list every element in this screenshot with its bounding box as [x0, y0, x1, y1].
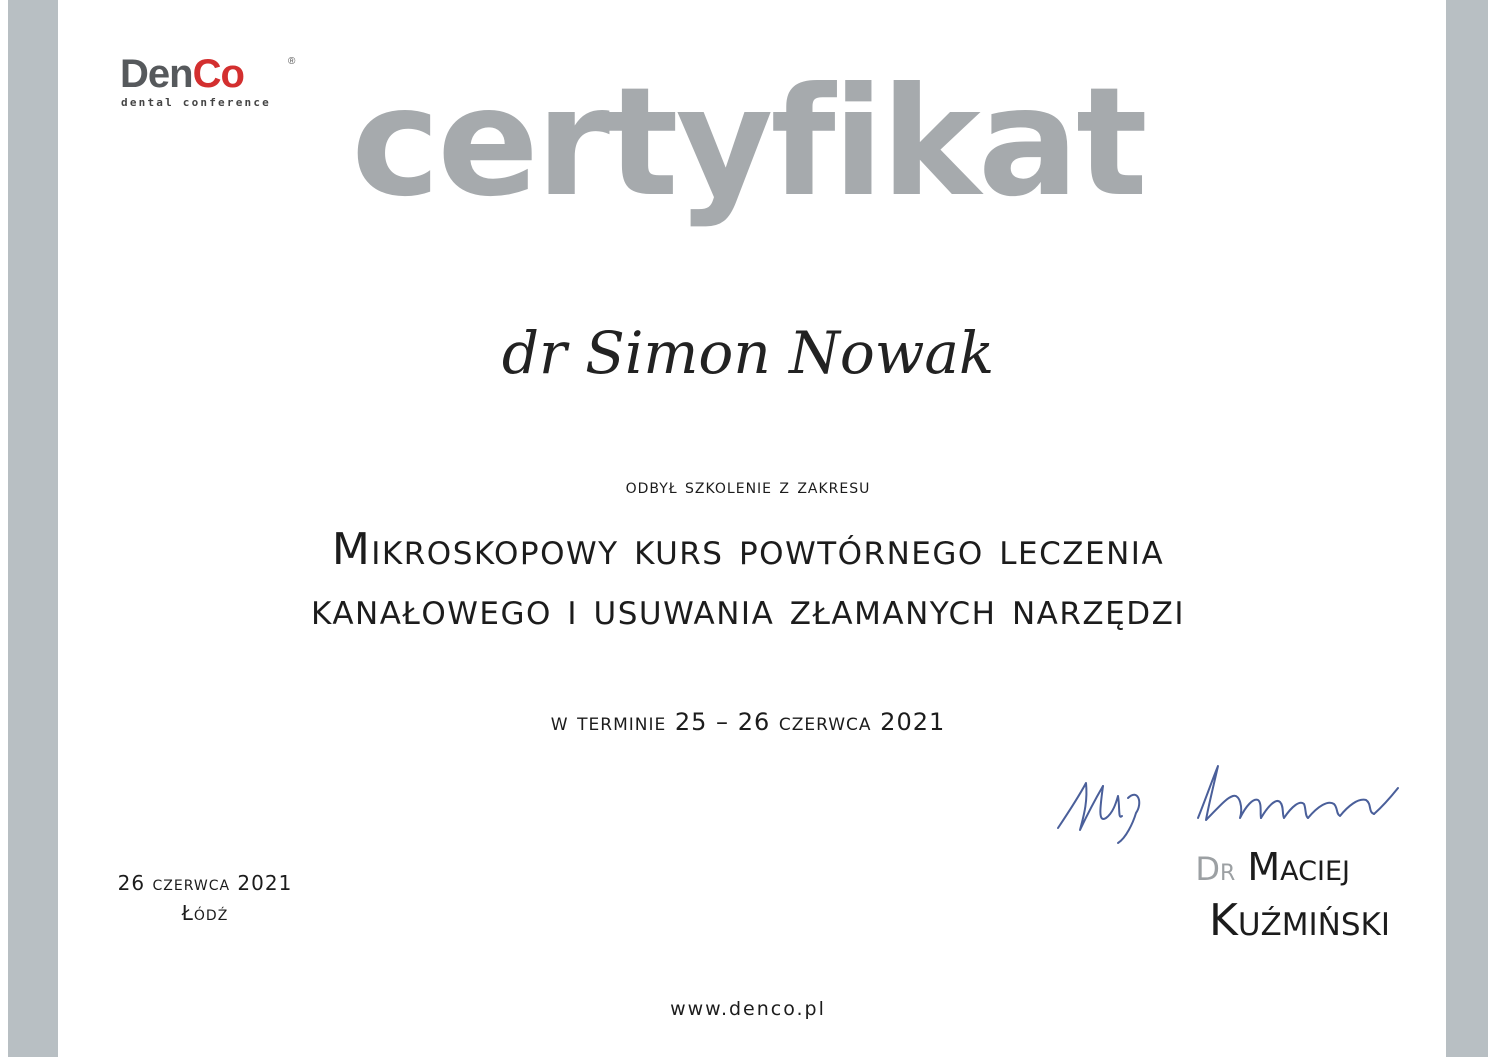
- certificate-title: certyfikat: [351, 56, 1145, 230]
- signatory-title: Dr: [1195, 850, 1236, 888]
- handwritten-signature: [1048, 758, 1428, 848]
- logo-brand-main: Den: [120, 52, 193, 96]
- course-title-line1: Mikroskopowy kurs powtórnego leczenia: [331, 524, 1165, 575]
- course-title-line2: kanałowego i usuwania złamanych narzędzi: [311, 584, 1185, 635]
- issue-date: 26 czerwca 2021: [117, 871, 293, 895]
- recipient-name: dr Simon Nowak: [501, 319, 995, 387]
- website-url: www.denco.pl: [670, 998, 826, 1020]
- logo-brand-accent: Co: [192, 52, 244, 96]
- issue-place: Łódź: [181, 901, 229, 925]
- course-term: w terminie 25 – 26 czerwca 2021: [550, 708, 946, 736]
- issue-date-block: [100, 868, 310, 928]
- course-intro: odbył szkolenie z zakresu: [625, 474, 871, 498]
- logo-registered-mark: ®: [288, 56, 296, 67]
- signatory-first-line: [1100, 842, 1390, 894]
- signatory-last-name: Kuźmiński: [1208, 895, 1390, 946]
- signatory-first-name: Maciej: [1247, 845, 1350, 889]
- logo-tagline: dental conference: [121, 96, 271, 109]
